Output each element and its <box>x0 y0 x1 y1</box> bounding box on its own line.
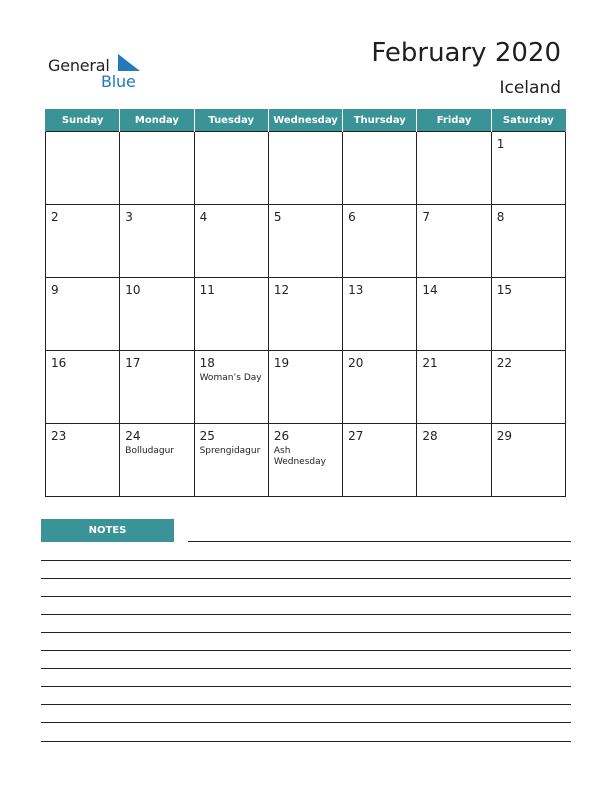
notes-line <box>41 614 571 615</box>
weekday-header: Tuesday <box>194 109 268 132</box>
day-number: 18 <box>199 356 215 370</box>
day-cell <box>268 132 342 205</box>
day-number: 7 <box>422 210 431 224</box>
day-number: 20 <box>348 356 364 370</box>
page-title: February 2020 <box>371 38 561 68</box>
day-cell <box>343 205 417 278</box>
day-cell <box>120 132 194 205</box>
day-number: 4 <box>199 210 208 224</box>
day-number: 27 <box>348 429 364 443</box>
logo-triangle-icon <box>116 52 142 72</box>
day-cell <box>120 278 194 351</box>
day-number: 19 <box>273 356 290 370</box>
calendar-grid <box>45 109 566 497</box>
day-cell <box>194 424 268 497</box>
day-number: 28 <box>422 429 438 443</box>
notes-line <box>41 686 571 687</box>
day-cell <box>194 278 268 351</box>
day-cell <box>194 132 268 205</box>
day-cell <box>46 424 120 497</box>
day-number: 1 <box>496 137 505 151</box>
day-cell <box>120 424 194 497</box>
weekday-header: Monday <box>120 109 194 132</box>
day-cell <box>491 205 565 278</box>
day-cell <box>491 132 565 205</box>
logo-general-text: General <box>48 56 110 75</box>
day-cell <box>417 132 491 205</box>
day-number: 3 <box>125 210 133 224</box>
day-cell <box>417 205 491 278</box>
day-number: 29 <box>496 429 512 443</box>
day-number: 8 <box>496 210 505 224</box>
notes-line <box>41 560 571 561</box>
holiday-label: Bolludagur <box>125 446 175 456</box>
holiday-label: Ash Wednesday <box>273 446 326 467</box>
day-number: 6 <box>348 210 356 224</box>
day-cell <box>46 278 120 351</box>
notes-line <box>41 578 571 579</box>
day-number: 15 <box>496 283 512 297</box>
day-cell <box>491 351 565 424</box>
day-cell <box>268 424 342 497</box>
day-number: 2 <box>51 210 59 224</box>
day-cell <box>46 205 120 278</box>
day-cell <box>343 278 417 351</box>
notes-line <box>41 741 571 742</box>
day-number: 14 <box>422 283 438 297</box>
day-number: 26 <box>273 429 290 443</box>
day-number: 12 <box>273 283 290 297</box>
day-cell <box>46 132 120 205</box>
day-number: 9 <box>51 283 59 297</box>
day-number: 10 <box>125 283 141 297</box>
day-cell <box>268 351 342 424</box>
logo-blue-text: Blue <box>101 72 136 91</box>
day-cell <box>46 351 120 424</box>
day-cell <box>268 278 342 351</box>
day-cell <box>343 132 417 205</box>
weekday-header-row <box>46 109 566 132</box>
weekday-header: Friday <box>417 109 491 132</box>
notes-line <box>41 722 571 723</box>
weekday-header: Thursday <box>343 109 417 132</box>
day-number: 21 <box>422 356 438 370</box>
notes-line <box>188 541 571 542</box>
holiday-label: Woman’s Day <box>199 373 262 383</box>
day-number: 13 <box>348 283 364 297</box>
weekday-header: Sunday <box>46 109 120 132</box>
day-number: 11 <box>199 283 215 297</box>
day-cell <box>194 205 268 278</box>
notes-header: NOTES <box>41 519 174 542</box>
calendar-week-row <box>46 205 566 278</box>
day-cell <box>120 205 194 278</box>
day-cell <box>343 424 417 497</box>
day-cell <box>194 351 268 424</box>
logo <box>48 50 148 94</box>
day-number: 5 <box>273 210 282 224</box>
page-subtitle: Iceland <box>499 78 561 98</box>
holiday-label: Sprengidagur <box>199 446 261 456</box>
day-cell <box>417 278 491 351</box>
notes-line <box>41 596 571 597</box>
calendar-week-row <box>46 351 566 424</box>
day-number: 25 <box>199 429 215 443</box>
day-cell <box>120 351 194 424</box>
calendar-week-row <box>46 424 566 497</box>
weekday-header: Wednesday <box>268 109 342 132</box>
weekday-header: Saturday <box>491 109 565 132</box>
day-cell <box>417 424 491 497</box>
day-cell <box>491 278 565 351</box>
day-number: 17 <box>125 356 141 370</box>
notes-line <box>41 704 571 705</box>
day-cell <box>268 205 342 278</box>
calendar-week-row <box>46 132 566 205</box>
notes-line <box>41 632 571 633</box>
day-number: 16 <box>51 356 67 370</box>
notes-line <box>41 650 571 651</box>
day-number: 22 <box>496 356 512 370</box>
calendar-week-row <box>46 278 566 351</box>
day-number: 23 <box>51 429 67 443</box>
day-cell <box>417 351 491 424</box>
day-number: 24 <box>125 429 141 443</box>
notes-line <box>41 668 571 669</box>
day-cell <box>343 351 417 424</box>
day-cell <box>491 424 565 497</box>
